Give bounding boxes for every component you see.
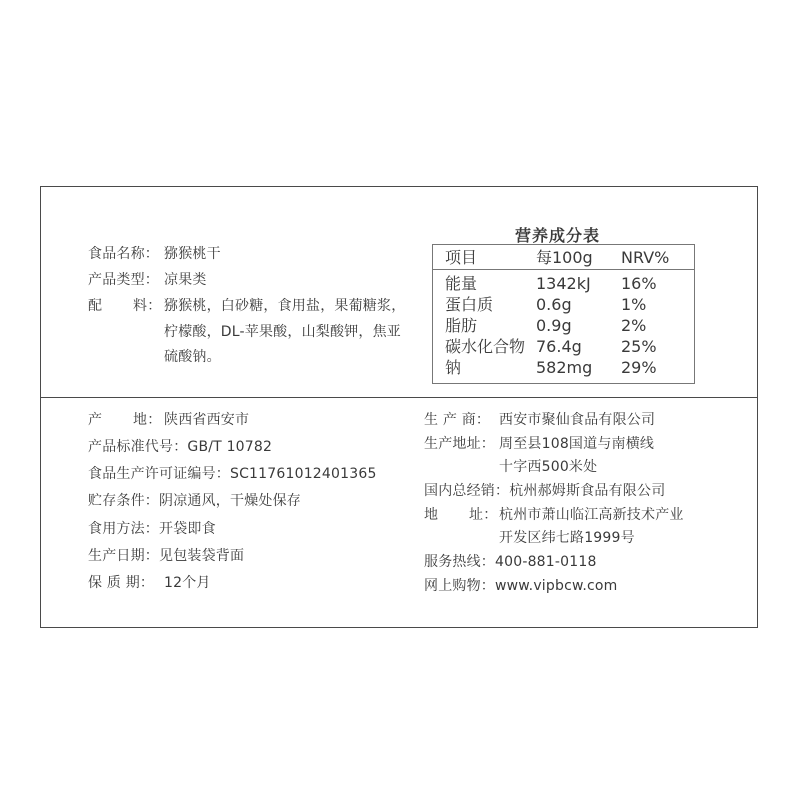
ingredients-line-1: 猕猴桃，白砂糖，食用盐，果葡糖浆， — [164, 298, 406, 314]
nutrition-row-sodium-nrv: 29% — [621, 358, 657, 377]
nutrition-row-carbs-value: 76.4g — [536, 337, 582, 356]
nutrition-header-nrv: NRV% — [621, 248, 670, 267]
maker-value: 西安市聚仙食品有限公司 — [499, 412, 656, 428]
storage-conditions: 贮存条件：阴凉通风，干燥处保存 — [88, 493, 301, 509]
nutrition-row-protein-nrv: 1% — [621, 295, 647, 314]
name-label: 食品名称： — [88, 246, 159, 262]
standard-code: 产品标准代号：GB/T 10782 — [88, 439, 273, 455]
distributor-address-label-b: 址： — [469, 507, 498, 523]
ingredients-line-2: 柠檬酸，DL-苹果酸，山梨酸钾，焦亚 — [164, 324, 401, 340]
nutrition-row-energy-name: 能量 — [445, 274, 478, 293]
name-value: 猕猴桃干 — [164, 246, 221, 262]
origin-value: 陕西省西安市 — [164, 412, 250, 428]
label-frame — [40, 186, 758, 628]
nutrition-row-protein-value: 0.6g — [536, 295, 572, 314]
nutrition-row-fat-value: 0.9g — [536, 316, 572, 335]
nutrition-header-divider — [433, 269, 694, 270]
distributor-address-line-2: 开发区纬七路1999号 — [499, 530, 635, 546]
nutrition-row-fat-nrv: 2% — [621, 316, 647, 335]
shelf-life-label: 保 质 期： — [88, 575, 155, 591]
nutrition-row-sodium-name: 钠 — [445, 358, 462, 377]
nutrition-header-per100g: 每100g — [536, 248, 593, 267]
origin-label-a: 产 — [88, 412, 103, 428]
production-date: 生产日期：见包装袋背面 — [88, 548, 245, 564]
service-hotline: 服务热线：400-881-0118 — [424, 554, 597, 570]
nutrition-row-fat-name: 脂肪 — [445, 316, 478, 335]
nutrition-row-sodium-value: 582mg — [536, 358, 593, 377]
ingredients-label-a: 配 — [88, 298, 103, 314]
distributor-address-label-a: 地 — [424, 507, 439, 523]
nutrition-table — [432, 244, 695, 384]
nutrition-row-protein-name: 蛋白质 — [445, 295, 494, 314]
nutrition-row-carbs-nrv: 25% — [621, 337, 657, 356]
production-address-line-1: 周至县108国道与南横线 — [499, 436, 655, 452]
nutrition-row-energy-value: 1342kJ — [536, 274, 591, 293]
type-label: 产品类型： — [88, 272, 159, 288]
production-address-line-2: 十字西500米处 — [499, 459, 598, 475]
nutrition-row-energy-nrv: 16% — [621, 274, 657, 293]
distributor-address-line-1: 杭州市萧山临江高新技术产业 — [499, 507, 684, 523]
ingredients-label-b: 料： — [133, 298, 162, 314]
nutrition-header-item: 项目 — [445, 248, 478, 267]
type-value: 凉果类 — [164, 272, 207, 288]
nutrition-row-carbs-name: 碳水化合物 — [445, 337, 526, 356]
production-address-label: 生产地址： — [424, 436, 495, 452]
online-shopping: 网上购物：www.vipbcw.com — [424, 578, 618, 594]
maker-label: 生 产 商： — [424, 412, 491, 428]
ingredients-line-3: 硫酸钠。 — [164, 349, 221, 365]
usage-method: 食用方法：开袋即食 — [88, 521, 216, 537]
section-divider — [41, 397, 757, 398]
license-number: 食品生产许可证编号：SC11761012401365 — [88, 466, 377, 482]
shelf-life-value: 12个月 — [164, 575, 211, 591]
origin-label-b: 地： — [133, 412, 162, 428]
distributor: 国内总经销：杭州郝姆斯食品有限公司 — [424, 483, 666, 499]
nutrition-title: 营养成分表 — [515, 226, 601, 245]
